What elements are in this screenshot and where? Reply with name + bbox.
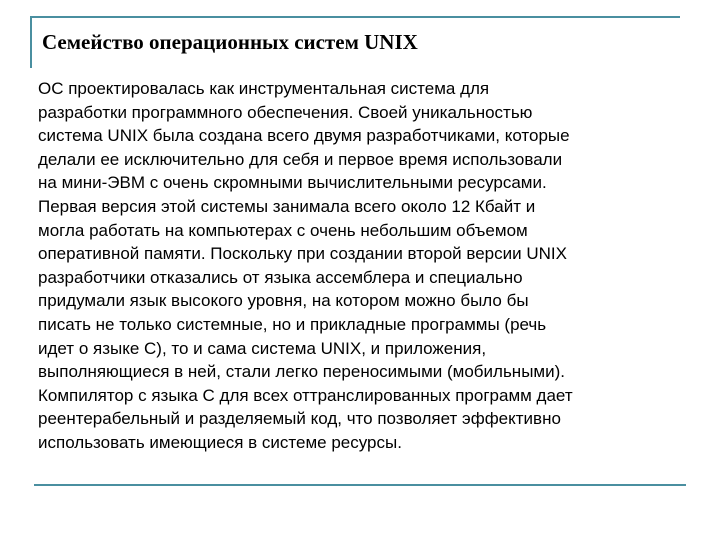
body-line: использовать имеющиеся в системе ресурсы.: [38, 432, 402, 452]
title-frame-left-line: [30, 16, 32, 68]
body-line: на мини-ЭВМ с очень скромными вычислительными ресурсами.: [38, 173, 547, 193]
body-line: Первая версия этой системы занимала всего около 12 Кбайт и: [38, 196, 536, 216]
body-line: система UNIX была создана всего двумя разработчиками, которые: [38, 126, 570, 146]
body-line: ОС проектировалась как инструментальная система для: [38, 79, 490, 98]
body-line: разработки программного обеспечения. Своей уникальностью: [38, 102, 533, 122]
slide-body-text: [38, 77, 688, 455]
body-line: могла работать на компьютерах с очень небольшим объемом: [38, 220, 528, 240]
body-line: идет о языке С), то и сама система UNIX, и приложения,: [38, 338, 487, 358]
body-line: Компилятор с языка С для всех оттранслированных программ дает: [38, 385, 573, 405]
slide-title: Семейство операционных систем UNIX: [42, 30, 418, 54]
body-line: придумали язык высокого уровня, на котором можно было бы: [38, 291, 529, 311]
body-line: писать не только системные, но и прикладные программы (речь: [38, 314, 547, 334]
title-frame-top-line: [30, 16, 680, 18]
body-line: разработчики отказались от языка ассемблера и специально: [38, 267, 523, 287]
body-line: оперативной памяти. Поскольку при создании второй версии UNIX: [38, 244, 567, 264]
body-line: делали ее исключительно для себя и первое время использовали: [38, 149, 563, 169]
body-line: реентерабельный и разделяемый код, что позволяет эффективно: [38, 409, 561, 429]
body-line: выполняющиеся в ней, стали легко переносимыми (мобильными).: [38, 362, 565, 382]
footer-divider-line: [34, 484, 686, 486]
